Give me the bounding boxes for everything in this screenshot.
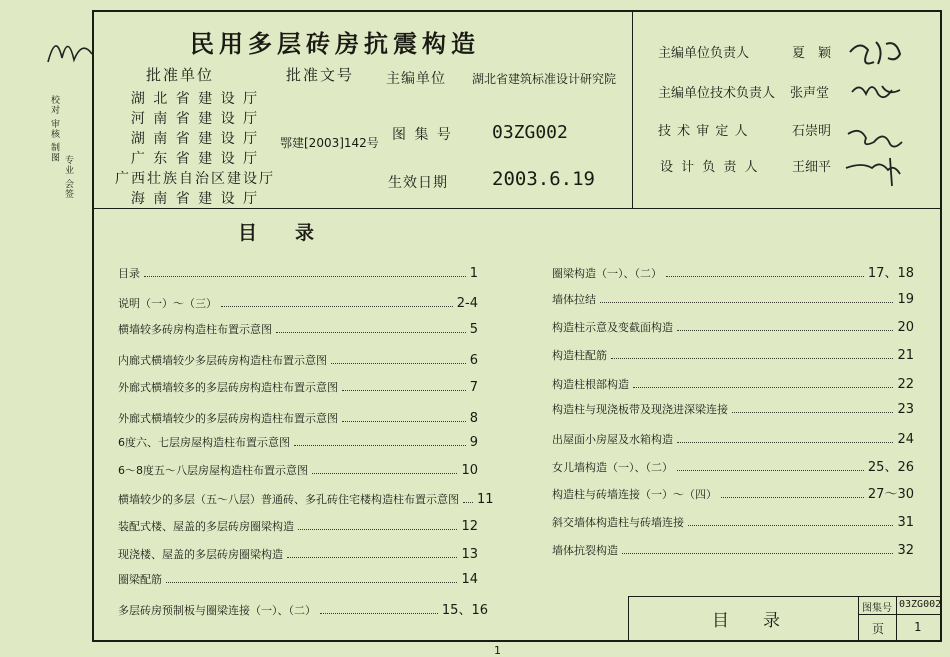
leader-dots [463, 502, 473, 503]
stamp-left: 校对 审核 制图 [49, 95, 59, 163]
toc-item-page: 1 [469, 266, 478, 281]
toc-item-page: 5 [469, 322, 478, 337]
title-block-page-label: 页 [872, 622, 885, 636]
approval-doc-label: 批准文号 [286, 66, 355, 84]
toc-item-page: 25、26 [867, 460, 914, 475]
toc-item[interactable] [118, 293, 478, 311]
page-number: 1 [494, 644, 501, 657]
title-block-row-line [858, 614, 942, 615]
toc-item[interactable] [118, 516, 478, 534]
binding-margin [0, 0, 92, 654]
leader-dots [320, 613, 438, 614]
toc-item[interactable] [118, 377, 478, 395]
toc-item-page: 6 [469, 353, 478, 368]
editor-unit-label: 主编单位 [386, 71, 446, 87]
toc-item[interactable] [118, 569, 478, 587]
toc-item[interactable] [118, 263, 478, 281]
title-block-divider [896, 596, 897, 642]
toc-item-label: 圈梁构造（一）、（二） [552, 267, 662, 280]
toc-item[interactable] [118, 319, 478, 337]
toc-item-page: 12 [461, 519, 478, 534]
leader-dots [166, 582, 457, 583]
toc-item-label: 横墙较少的多层（五～八层）普通砖、多孔砖住宅楼构造柱布置示意图 [118, 493, 459, 506]
toc-item-label: 外廊式横墙较多的多层砖房构造柱布置示意图 [118, 381, 338, 394]
role-label: 设 计 负 责 人 [660, 160, 760, 175]
toc-item-label: 构造柱配筋 [552, 349, 607, 362]
leader-dots [622, 553, 893, 554]
leader-dots [331, 363, 466, 364]
toc-item-label: 圈梁配筋 [118, 573, 162, 586]
leader-dots [312, 473, 457, 474]
toc-item[interactable] [552, 374, 914, 392]
toc-item-label: 目录 [118, 267, 140, 280]
toc-item-label: 构造柱与砖墙连接（一）～（四） [552, 488, 717, 501]
role-name: 王细平 [792, 160, 832, 175]
toc-item-label: 说明（一）～（三） [118, 297, 217, 310]
leader-dots [677, 470, 864, 471]
leader-dots [276, 332, 466, 333]
role-name: 夏 颖 [792, 46, 832, 61]
toc-item-page: 10 [461, 463, 478, 478]
toc-item[interactable] [118, 432, 478, 450]
toc-item[interactable] [118, 600, 488, 618]
toc-item[interactable] [552, 399, 914, 417]
title-block-page: 1 [914, 620, 922, 634]
toc-item-page: 20 [897, 320, 914, 335]
toc-item[interactable] [552, 289, 914, 307]
approving-unit: 河 南 省 建 设 厅 [130, 111, 260, 127]
atlas-no: 03ZG002 [492, 122, 568, 143]
toc-item-page: 11 [477, 492, 494, 507]
leader-dots [721, 497, 864, 498]
toc-item-page: 24 [897, 432, 914, 447]
toc-item[interactable] [118, 489, 494, 507]
toc-item-page: 31 [897, 515, 914, 530]
title-block-atlas-no: 03ZG002 [899, 599, 942, 610]
approval-doc-number: 鄂建[2003]142号 [280, 136, 379, 150]
toc-item-label: 墙体抗裂构造 [552, 544, 618, 557]
toc-item[interactable] [552, 345, 914, 363]
title-block-divider [858, 596, 859, 642]
title-block-atlas-label: 图集号 [862, 603, 892, 614]
toc-item[interactable] [552, 429, 914, 447]
toc-item-label: 构造柱示意及变截面构造 [552, 321, 673, 334]
toc-item[interactable] [118, 544, 478, 562]
signature-image [42, 22, 102, 72]
effective-date-label: 生效日期 [388, 175, 448, 191]
toc-item-label: 内廊式横墙较少多层砖房构造柱布置示意图 [118, 354, 327, 367]
leader-dots [221, 306, 453, 307]
header-right-divider [632, 10, 633, 208]
effective-date: 2003.6.19 [492, 168, 595, 190]
toc-item-page: 8 [469, 411, 478, 426]
toc-item-label: 斜交墙体构造柱与砖墙连接 [552, 516, 684, 529]
leader-dots [298, 529, 457, 530]
toc-item-label: 6～8度五～八层房屋构造柱布置示意图 [118, 464, 308, 477]
leader-dots [294, 445, 466, 446]
toc-item-label: 墙体拉结 [552, 293, 596, 306]
leader-dots [342, 421, 466, 422]
toc-item-label: 多层砖房预制板与圈梁连接（一）、（二） [118, 604, 316, 617]
toc-item-label: 女儿墙构造（一）、（二） [552, 461, 673, 474]
toc-item[interactable] [552, 457, 914, 475]
toc-item-page: 7 [469, 380, 478, 395]
leader-dots [677, 442, 893, 443]
leader-dots [732, 412, 893, 413]
toc-item-label: 6度六、七层房屋构造柱布置示意图 [118, 436, 290, 449]
toc-item-page: 27～30 [867, 487, 914, 502]
toc-item[interactable] [118, 350, 478, 368]
toc-item-page: 22 [897, 377, 914, 392]
leader-dots [144, 276, 466, 277]
editor-unit: 湖北省建筑标准设计研究院 [472, 72, 617, 86]
toc-item-label: 现浇楼、屋盖的多层砖房圈梁构造 [118, 548, 283, 561]
toc-item-label: 出屋面小房屋及水箱构造 [552, 433, 673, 446]
page-title: 民用多层砖房抗震构造 [190, 30, 480, 58]
toc-item[interactable] [552, 540, 914, 558]
toc-item[interactable] [552, 512, 914, 530]
role-label: 技 术 审 定 人 [658, 124, 749, 139]
title-block-name: 目 录 [712, 611, 780, 631]
leader-dots [677, 330, 893, 331]
stamp-left-lower: 专业 会签 [63, 155, 73, 199]
toc-item-page: 15、16 [441, 603, 488, 618]
approving-unit: 湖 北 省 建 设 厅 [130, 91, 260, 107]
role-label: 主编单位技术负责人 [658, 86, 776, 101]
toc-item-page: 19 [897, 292, 914, 307]
atlas-no-label: 图 集 号 [392, 127, 453, 143]
toc-item[interactable] [552, 263, 914, 281]
toc-item-label: 外廊式横墙较少的多层砖房构造柱布置示意图 [118, 412, 338, 425]
toc-item-label: 构造柱根部构造 [552, 378, 629, 391]
approving-unit: 湖 南 省 建 设 厅 [130, 131, 260, 147]
toc-item-label: 横墙较多砖房构造柱布置示意图 [118, 323, 272, 336]
role-name: 石崇明 [792, 124, 832, 139]
leader-dots [666, 276, 864, 277]
toc-item-page: 2-4 [456, 296, 478, 311]
approving-unit: 海 南 省 建 设 厅 [130, 191, 260, 207]
toc-item-label: 构造柱与现浇板带及现浇进深梁连接 [552, 403, 728, 416]
toc-heading: 目 录 [238, 222, 315, 244]
leader-dots [600, 302, 893, 303]
toc-item-label: 装配式楼、屋盖的多层砖房圈梁构造 [118, 520, 294, 533]
leader-dots [688, 525, 893, 526]
toc-item-page: 9 [469, 435, 478, 450]
toc-item-page: 23 [897, 402, 914, 417]
leader-dots [633, 387, 893, 388]
leader-dots [287, 557, 457, 558]
approving-units-label: 批准单位 [146, 66, 215, 84]
role-label: 主编单位负责人 [658, 46, 750, 61]
header-bottom-line [92, 208, 942, 209]
toc-item[interactable] [118, 408, 478, 426]
toc-item-page: 14 [461, 572, 478, 587]
toc-item[interactable] [552, 317, 914, 335]
toc-item[interactable] [118, 460, 478, 478]
signature-image [842, 30, 942, 190]
approving-unit: 广 东 省 建 设 厅 [130, 151, 260, 167]
toc-item-page: 17、18 [867, 266, 914, 281]
toc-item-page: 21 [897, 348, 914, 363]
leader-dots [342, 390, 466, 391]
toc-item[interactable] [552, 484, 914, 502]
title-block [628, 596, 942, 642]
leader-dots [611, 358, 893, 359]
role-name: 张声堂 [790, 86, 830, 101]
toc-item-page: 13 [461, 547, 478, 562]
approving-unit: 广西壮族自治区建设厅 [115, 171, 275, 187]
toc-item-page: 32 [897, 543, 914, 558]
